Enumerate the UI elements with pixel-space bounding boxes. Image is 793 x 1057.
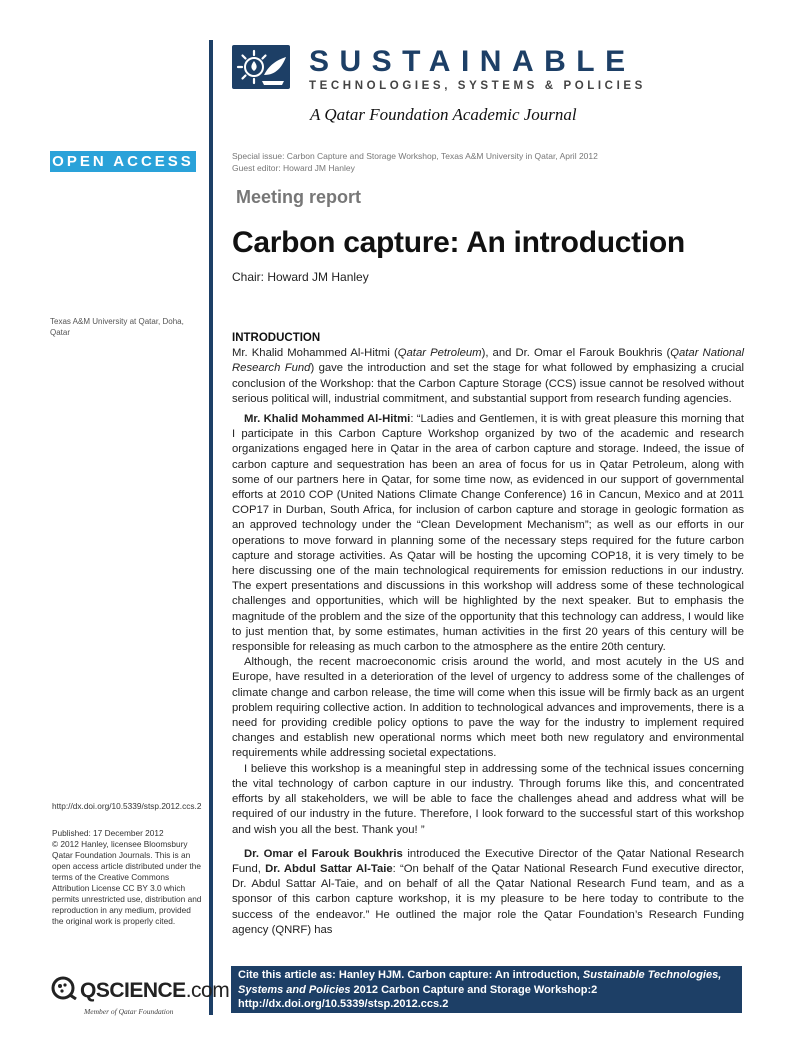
journal-logo-icon: [232, 45, 290, 89]
qscience-logo[interactable]: [50, 976, 229, 1002]
open-access-badge: OPEN ACCESS: [50, 151, 196, 172]
body-paragraph: I believe this workshop is a meaningful step in addressing some of the technical issues concerning the vital technology of carbon capture in our industry. Through forums like this, and concentrated efforts by all stakeholders, we will be able to face the challenges ahead and address what will be required of our industry in the future. Therefore, I look forward to the successful start of this workshop and wish you all the best. Thank you! ”: [232, 762, 744, 836]
page-divider-line: [209, 40, 213, 1015]
guest-editor-line: Guest editor: Howard JM Hanley: [232, 163, 355, 173]
qscience-member-line: Member of Qatar Foundation: [84, 1007, 174, 1016]
article-body: [232, 331, 744, 938]
article-type: Meeting report: [236, 187, 362, 207]
speaker-name: Dr. Abdul Sattar Al-Taie: [265, 862, 393, 875]
publication-info: [52, 828, 202, 927]
qscience-icon: [50, 976, 80, 1005]
journal-title: SUSTAINABLE: [309, 45, 636, 78]
journal-foundation-line: A Qatar Foundation Academic Journal: [310, 105, 577, 124]
speech-paragraph: Mr. Khalid Mohammed Al-Hitmi: “Ladies and Gentlemen, it is with great pleasure this morning that I participate in this Carbon Capture Workshop organized by two of the academic and research organizations engaged here in Qatar in the area of carbon capture and storage. Indeed, the issue of carbon capture and sequestration has been an area of focus for us in Qatar Petroleum, along with some of our partners here in Qatar, for some time now, as evidenced in our support of governmental efforts at 2010 COP (United Nations Climate Change Conference) 16 in Cancun, Mexico and at 2011 COP17 in Durban, South Africa, for inclusion of carbon capture and storage in geologic formation as an approved technology under the “Clean Development Mechanism”; as well as our efforts in our operations to move forward in planning some of the necessary steps required for the future carbon capture and storage activities. As Qatar will be hosting the upcoming COP18, it is very timely to be here discussing one of the main technological requirements for emission reductions in our industry. The expert presentations and discussions in this workshop will address some of these technological challenges and opportunities, which will be highlighted by the next speaker. But to emphasis the magnitude of the problem and the size of the opportunity that this technology can address, I would like to just mention that, by some estimates, human activities in the first 20 years of this century will be responsible for releasing as much carbon to the atmosphere as the entire 20th century.: [232, 413, 745, 654]
article-title: Carbon capture: An introduction: [232, 226, 685, 259]
special-issue-line: Special issue: Carbon Capture and Storage Workshop, Texas A&M University in Qatar, April 2012: [232, 151, 598, 161]
qscience-suffix: .com: [185, 978, 230, 1002]
citation-box: Cite this article as: Hanley HJM. Carbon capture: An introduction, Sustainable Technologies, Systems and Policies 2012 Carbon Capture and Storage Workshop:2 http://dx.doi.org/10.5339/stsp.2012.ccs.2: [231, 966, 742, 1013]
qscience-name: QSCIENCE: [80, 978, 186, 1002]
speaker-name: Mr. Khalid Mohammed Al-Hitmi: [244, 413, 411, 426]
speech-paragraph: Dr. Omar el Farouk Boukhris introduced the Executive Director of the Qatar National Research Fund, Dr. Abdul Sattar Al-Taie: “On behalf of the Qatar National Research Fund executive director, Dr. Abdul Sattar Al-Taie, and on behalf of all the Qatar National Research Fund team, and as a sponsor of this carbon capture workshop, it is my pleasure to be here today to contribute to the success of the endeavor.” He outlined the major role the Qatar Foundation’s Research Funding agency (QNRF) has: [232, 847, 745, 936]
citation-url[interactable]: http://dx.doi.org/10.5339/stsp.2012.ccs.2: [238, 998, 449, 1010]
intro-paragraph: Mr. Khalid Mohammed Al-Hitmi (Qatar Petroleum), and Dr. Omar el Farouk Boukhris (Qatar National Research Fund) gave the introduction and set the stage for what followed by emphasizing a crucial conclusion of the Workshop: that the Carbon Capture Storage (CCS) issue cannot be resolved without serious political will, industrial commitment, and substantial support from research funding agencies.: [232, 347, 744, 405]
article-chair: Chair: Howard JM Hanley: [232, 270, 369, 284]
special-issue-info: [232, 150, 598, 174]
journal-subtitle: TECHNOLOGIES, SYSTEMS & POLICIES: [309, 80, 646, 92]
speaker-name: Dr. Omar el Farouk Boukhris: [244, 847, 403, 860]
section-heading: INTRODUCTION: [232, 332, 321, 344]
author-affiliation: Texas A&M University at Qatar, Doha, Qatar: [50, 317, 184, 337]
doi-link[interactable]: http://dx.doi.org/10.5339/stsp.2012.ccs.2: [52, 801, 202, 811]
published-date: Published: 17 December 2012: [52, 828, 164, 838]
license-text: © 2012 Hanley, licensee Bloomsbury Qatar Foundation Journals. This is an open access article distributed under the terms of the Creative Commons Attribution License CC BY 3.0 which permits unrestricted use, distribution and reproduction in any medium, provided the original work is properly cited.: [52, 839, 202, 926]
body-paragraph: Although, the recent macroeconomic crisis around the world, and most acutely in the US and Europe, have resulted in a deterioration of the level of urgency to address some of the challenges of climate change and carbon release, the time will come when this issue will be firmly back as an urgent problem requiring collective action. In addition to technological advances and improvements, there is a need for providing credible policy options to pave the way for the industry to implement required changes and establish new operational norms which meet both new regulatory and environmental requirements while addressing societal expectations.: [232, 656, 744, 760]
